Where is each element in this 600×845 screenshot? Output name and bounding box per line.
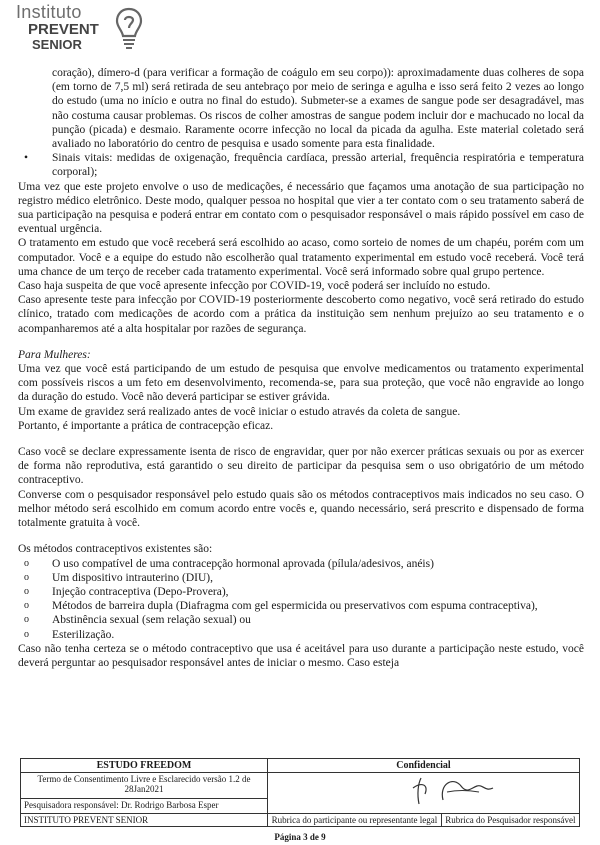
women-paragraph-5: Converse com o pesquisador responsável pelo estudo quais são os métodos contraceptivos mais indicados no seu caso. O melhor método será escolhido em comum acordo entre vocês e, quando necessário, será prescrito e dispensado de forma totalmente gratuita à você.	[18, 488, 584, 530]
list-marker: o	[24, 557, 29, 569]
paragraph-medical-record: Uma vez que este projeto envolve o uso de medicações, é necessário que façamos uma anotação de sua participação no registro médico eletrônico. Deste modo, qualquer pessoa no hospital que vier a ter contato com o seu tratamento saberá de sua participação na pesquisa e poderá entrar em contato com o pesquisador responsável o mais rápido possível em caso de eventual urgência.	[18, 180, 584, 236]
women-heading: Para Mulheres:	[18, 348, 91, 361]
list-item: o Métodos de barreira dupla (Diafragma com gel espermicida ou preservativos com espuma contraceptiva),	[24, 600, 538, 613]
list-item: o Um dispositivo intrauterino (DIU),	[24, 571, 213, 584]
vital-signs-text: Sinais vitais: medidas de oxigenação, frequência cardíaca, pressão arterial, frequência respiratória e temperatura corporal);	[52, 152, 584, 179]
lightbulb-icon	[114, 6, 144, 52]
women-paragraph-1: Uma vez que você está participando de um estudo de pesquisa que envolve medicamentos ou tratamento experimental com possíveis riscos a um feto em desenvolvimento, recomenda-se, para sua proteção, que você não engravide ao longo da duração do estudo. Você não deverá participar se estiver grávida.	[18, 363, 584, 404]
paragraph-covid-suspicion: Caso haja suspeita de que você apresente infecção por COVID-19, você poderá ser incluído no estudo.	[18, 280, 491, 293]
page-number: Página 3 de 9	[274, 832, 326, 842]
list-marker: o	[24, 614, 29, 626]
paragraph-randomization: O tratamento em estudo que você receberá será escolhido ao acaso, como sorteio de nomes de um chapéu, porém com um computador. Você e a equipe do estudo não escolherão qual tratamento experimental em estudo você receberá. Você terá uma chance de um terço de receber cada tratamento experimental. Você será informado sobre qual grupo pertence.	[18, 237, 584, 278]
list-item: o O uso compatível de uma contracepção hormonal aprovada (pílula/adesivos, anéis)	[24, 557, 434, 570]
list-marker: o	[24, 600, 29, 612]
list-item: o Injeção contraceptiva (Depo-Provera),	[24, 585, 229, 598]
list-marker: o	[24, 585, 29, 597]
blood-collection-text: coração), dímero-d (para verificar a formação de coágulo em seu corpo)): aproximadamente duas colheres de sopa (em torno de 7,5 ml) será retirada de seu antebraço por meio de seringa e agulha e isso será feito 2 vezes ao longo do estudo (uma no início e outra no final do estudo). Submeter-se a exames de sangue pode ser desagradável, mas não costuma causar problemas. Os riscos de colher amostras de sangue podem incluir dor e machucado no local da punção (picada) e desmaio. Raramente ocorre infecção no local da picada da agulha. Este material coletado será avaliado no laboratório do centro de pesquisa e usado somente para esta finalidade.	[52, 67, 584, 151]
bullet-marker: •	[24, 152, 29, 165]
list-item: o Esterilização.	[24, 628, 115, 641]
vital-signs-item	[18, 151, 584, 179]
handwritten-signature	[271, 774, 571, 810]
logo-line-instituto: Instituto	[16, 2, 82, 22]
paragraph-covid-negative: Caso apresente teste para infecção por COVID-19 posteriormente descoberto como negativo, você será retirado do estudo clínico, tratado com medicações de acordo com a prática da instituição sem nenhum prejuízo ao seu tratamento e o acompanharemos até a alta hospitalar por razões de segurança.	[18, 294, 584, 335]
list-item: o Abstinência sexual (sem relação sexual) ou	[24, 614, 251, 627]
logo-line-senior: SENIOR	[32, 37, 82, 52]
term-version-cell: Termo de Consentimento Livre e Esclarecido versão 1.2 de 28Jan2021	[21, 773, 268, 799]
document-body	[18, 66, 584, 670]
researcher-rubric-cell: Rubrica do Pesquisador responsável	[441, 814, 579, 827]
institute-logo	[14, 2, 154, 54]
women-paragraph-3: Portanto, é importante a prática de contracepção eficaz.	[18, 419, 274, 432]
closing-paragraph: Caso não tenha certeza se o método contraceptivo que usa é aceitável para uso durante a participação neste estudo, você deverá perguntar ao pesquisador responsável antes de iniciar o mesmo. Caso esteja	[18, 642, 584, 669]
researcher-cell: Pesquisadora responsável: Dr. Rodrigo Barbosa Esper	[21, 799, 268, 814]
list-marker: o	[24, 571, 29, 583]
logo-line-prevent: PREVENT	[28, 21, 99, 38]
contraceptive-methods-list	[18, 557, 584, 642]
women-paragraph-4: Caso você se declare expressamente isenta de risco de engravidar, quer por não exercer práticas sexuais ou por as exercer de forma não reprodutiva, está garantido o seu direito de participar da pesquisa sem o uso obrigatório de um método contraceptivo.	[18, 446, 584, 487]
list-marker: o	[24, 628, 29, 640]
document-footer-table	[20, 758, 580, 827]
confidential-cell: Confidencial	[268, 759, 580, 773]
women-paragraph-2: Um exame de gravidez será realizado antes de você iniciar o estudo através da coleta de sangue.	[18, 405, 461, 418]
participant-rubric-cell: Rubrica do participante ou representante legal	[268, 814, 442, 827]
signature-area	[268, 773, 580, 814]
methods-intro: Os métodos contraceptivos existentes são:	[18, 543, 213, 556]
study-name-cell: ESTUDO FREEDOM	[21, 759, 268, 773]
institute-cell: INSTITUTO PREVENT SENIOR	[21, 814, 268, 827]
